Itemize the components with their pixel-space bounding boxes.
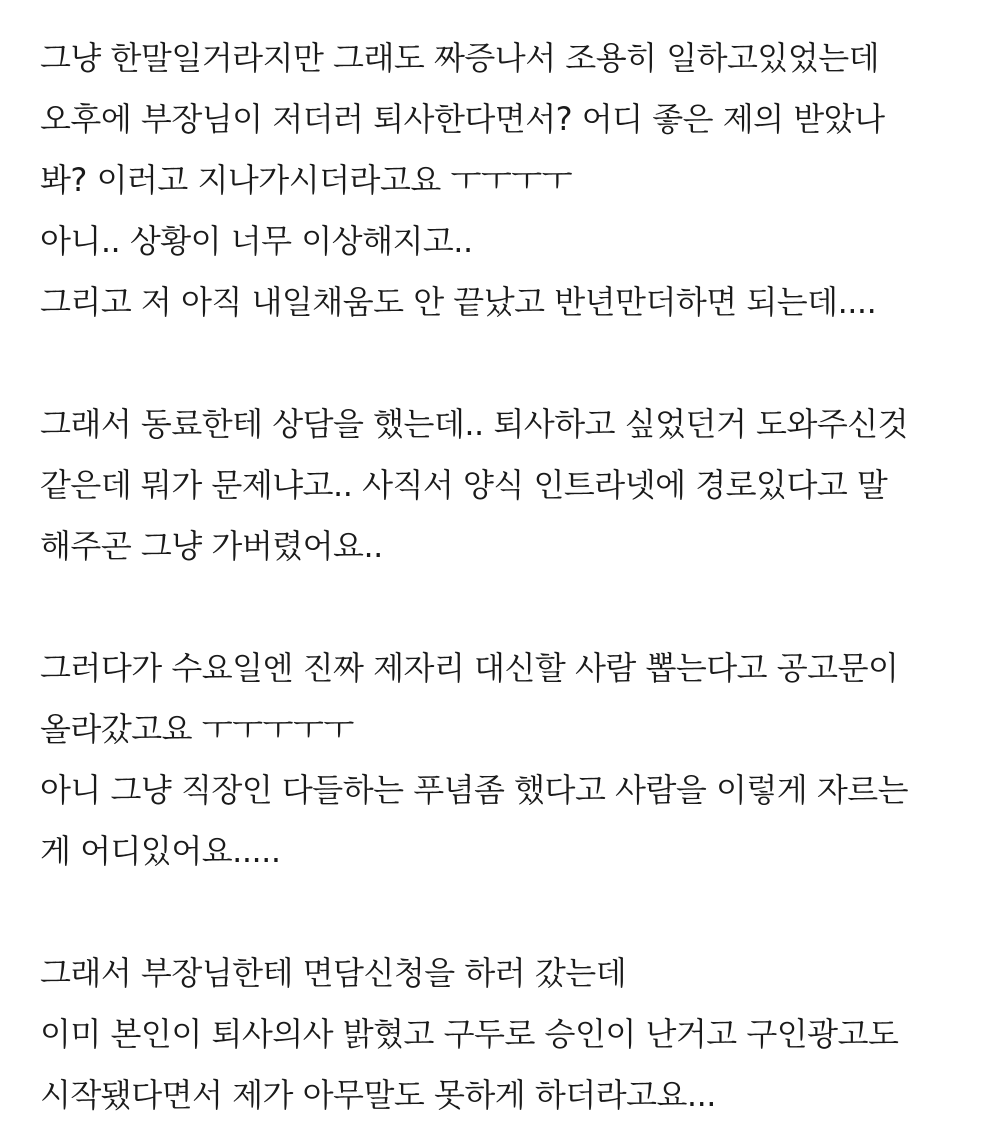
text-line: 그리고 저 아직 내일채움도 안 끝났고 반년만더하면 되는데.... xyxy=(40,283,877,321)
text-line: 봐? 이러고 지나가시더라고요 ㅜㅜㅜㅜ xyxy=(40,161,573,199)
text-line: 오후에 부장님이 저더러 퇴사한다면서? 어디 좋은 제의 받았나 xyxy=(40,100,885,138)
text-line: 아니 그냥 직장인 다들하는 푸념좀 했다고 사람을 이렇게 자르는 xyxy=(40,771,909,809)
text-line: 올라갔고요 ㅜㅜㅜㅜㅜ xyxy=(40,710,354,748)
text-line: 해주곤 그냥 가버렸어요.. xyxy=(40,527,383,565)
text-line: 시작됐다면서 제가 아무말도 못하게 하더라고요... xyxy=(40,1076,716,1114)
text-line: 이미 본인이 퇴사의사 밝혔고 구두로 승인이 난거고 구인광고도 xyxy=(40,1015,899,1053)
post-body xyxy=(40,28,980,1126)
text-line: 그래서 동료한테 상담을 했는데.. 퇴사하고 싶었던거 도와주신것 xyxy=(40,405,909,443)
paragraph-gap xyxy=(40,333,980,394)
paragraph-gap xyxy=(40,882,980,943)
text-line: 그냥 한말일거라지만 그래도 짜증나서 조용히 일하고있었는데 xyxy=(40,39,880,77)
paragraph xyxy=(40,394,980,577)
paragraph xyxy=(40,28,980,333)
text-line: 그러다가 수요일엔 진짜 제자리 대신할 사람 뽑는다고 공고문이 xyxy=(40,649,899,687)
paragraph-gap xyxy=(40,577,980,638)
text-line: 같은데 뭐가 문제냐고.. 사직서 양식 인트라넷에 경로있다고 말 xyxy=(40,466,888,504)
text-line: 그래서 부장님한테 면담신청을 하러 갔는데 xyxy=(40,954,627,992)
text-line: 아니.. 상황이 너무 이상해지고.. xyxy=(40,222,473,260)
text-line: 게 어디있어요..... xyxy=(40,832,281,870)
paragraph xyxy=(40,943,980,1126)
paragraph xyxy=(40,638,980,882)
